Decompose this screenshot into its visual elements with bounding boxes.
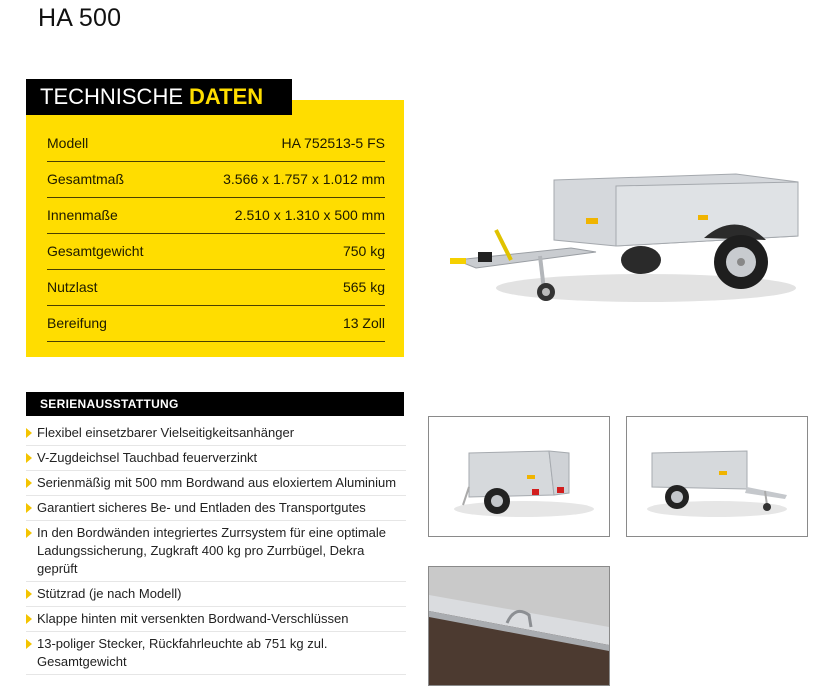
list-item <box>26 446 406 471</box>
list-item-text: Stützrad (je nach Modell) <box>37 586 182 601</box>
list-item-text: Flexibel einsetzbarer Vielseitigkeitsanhänger <box>37 425 295 440</box>
spec-row-nutzlast <box>47 270 385 306</box>
list-item <box>26 521 406 582</box>
spec-row-gesamtgewicht <box>47 234 385 270</box>
trailer-main-image[interactable] <box>436 160 816 310</box>
list-item <box>26 421 406 446</box>
spec-value: HA 752513-5 FS <box>281 135 385 151</box>
spec-row-gesamtmass <box>47 162 385 198</box>
spec-value: 2.510 x 1.310 x 500 mm <box>234 207 385 223</box>
spec-label: Nutzlast <box>47 279 98 295</box>
list-item-text: Klappe hinten mit versenkten Bordwand-Verschlüssen <box>37 611 349 626</box>
triangle-bullet-icon <box>26 639 32 649</box>
spec-value: 750 kg <box>342 243 385 259</box>
triangle-bullet-icon <box>26 453 32 463</box>
list-item-text: 13-poliger Stecker, Rückfahrleuchte ab 751 kg zul. Gesamtgewicht <box>37 636 328 669</box>
spec-label: Innenmaße <box>47 207 118 223</box>
trailer-side-image <box>627 417 807 536</box>
triangle-bullet-icon <box>26 503 32 513</box>
thumbnail-lashing-detail[interactable] <box>428 566 610 686</box>
spec-row-bereifung <box>47 306 385 342</box>
heading-technische: TECHNISCHE <box>40 84 184 109</box>
list-item <box>26 632 406 675</box>
trailer-rear-image <box>429 417 609 536</box>
triangle-bullet-icon <box>26 428 32 438</box>
spec-label: Bereifung <box>47 315 107 331</box>
triangle-bullet-icon <box>26 478 32 488</box>
list-item-text: Garantiert sicheres Be- und Entladen des Transportgutes <box>37 500 366 515</box>
spec-value: 13 Zoll <box>342 315 385 331</box>
list-item-text: In den Bordwänden integriertes Zurrsystem für eine optimale Ladungssicherung, Zugkraft 400 kg pro Zurrbügel, Dekra geprüft <box>37 525 387 576</box>
technical-data-heading <box>26 79 292 115</box>
spec-value: 565 kg <box>342 279 385 295</box>
list-item <box>26 607 406 632</box>
triangle-bullet-icon <box>26 589 32 599</box>
thumbnail-side-view[interactable] <box>626 416 808 537</box>
thumbnail-rear-view[interactable] <box>428 416 610 537</box>
spec-table <box>47 126 385 342</box>
triangle-bullet-icon <box>26 528 32 538</box>
list-item <box>26 582 406 607</box>
spec-row-innenmasse <box>47 198 385 234</box>
heading-daten: DATEN <box>189 84 264 109</box>
list-item <box>26 496 406 521</box>
triangle-bullet-icon <box>26 614 32 624</box>
list-item-text: Serienmäßig mit 500 mm Bordwand aus eloxiertem Aluminium <box>37 475 397 490</box>
spec-label: Gesamtgewicht <box>47 243 144 259</box>
spec-value: 3.566 x 1.757 x 1.012 mm <box>223 171 385 187</box>
standard-equipment-list <box>26 421 406 675</box>
list-item <box>26 471 406 496</box>
spec-label: Gesamtmaß <box>47 171 125 187</box>
spec-row-modell <box>47 126 385 162</box>
page-title: HA 500 <box>38 4 122 32</box>
standard-equipment-heading: SERIENAUSSTATTUNG <box>26 392 404 416</box>
list-item-text: V-Zugdeichsel Tauchbad feuerverzinkt <box>37 450 258 465</box>
lashing-hook-image <box>429 567 609 685</box>
spec-label: Modell <box>47 135 89 151</box>
